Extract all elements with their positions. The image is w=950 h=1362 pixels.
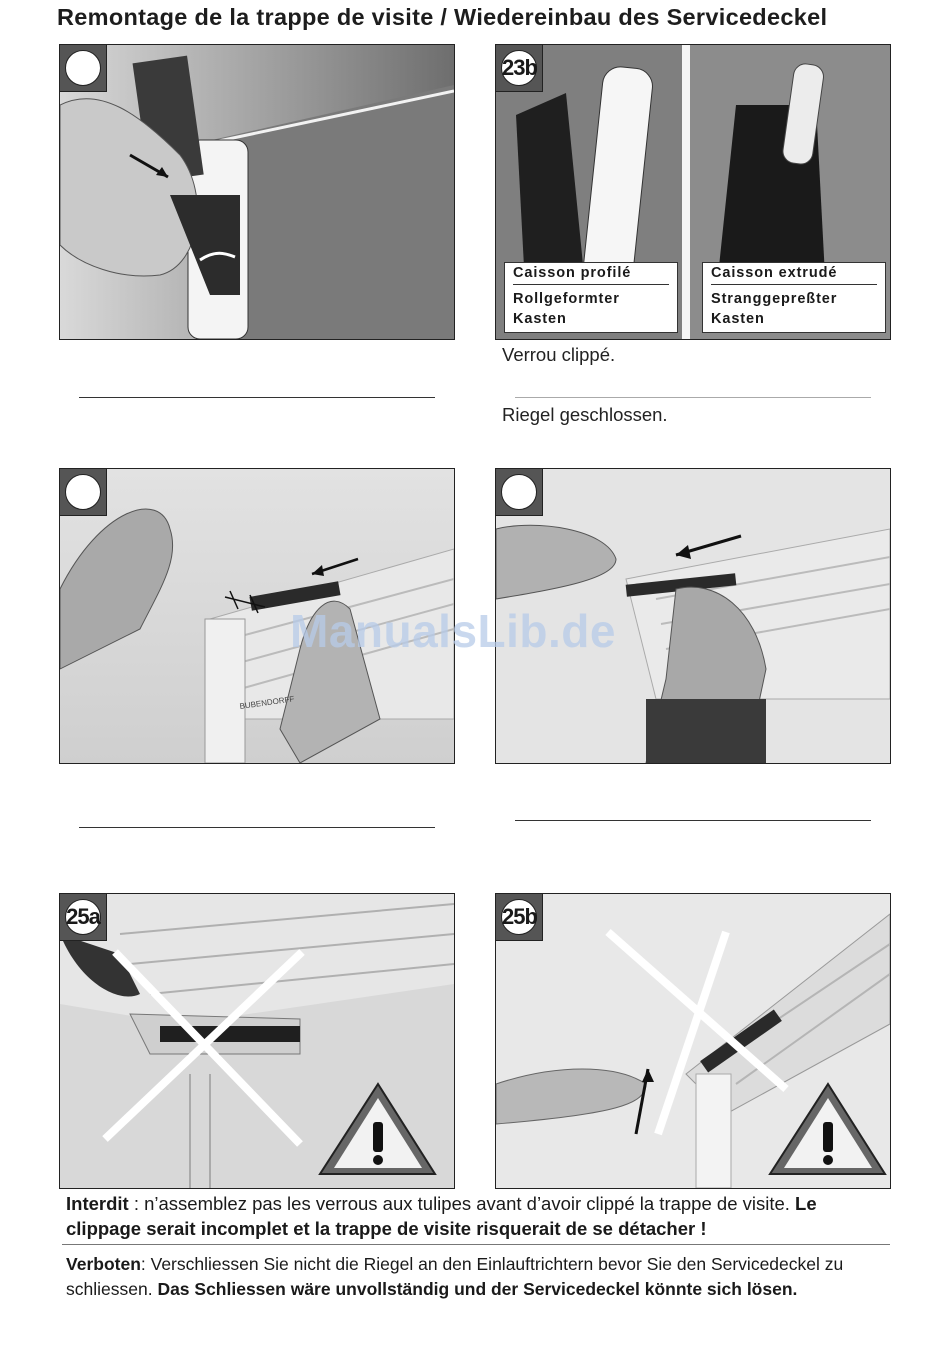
step-badge-23a: [60, 45, 107, 92]
photo-25b-illustration: [496, 894, 890, 1188]
warning-fr-lead: Interdit: [66, 1193, 129, 1214]
step-badge-24a: [60, 469, 107, 516]
watermark: ManualsLib.de: [290, 605, 616, 657]
divider-warning: [62, 1244, 890, 1245]
caption-fr-23b: Verrou clippé.: [502, 344, 616, 365]
brand-text: BUBENDORFF: [239, 694, 295, 711]
divider-23b: [515, 397, 871, 398]
warning-de: [66, 1252, 896, 1302]
warning-fr: [66, 1191, 896, 1241]
photo-25a: [59, 893, 455, 1189]
step-badge-25b: 25b: [496, 894, 543, 941]
blank-line-24b: [515, 820, 871, 821]
warning-fr-text: : n’assemblez pas les verrous aux tulipes avant d’avoir clippé la trappe de visite.: [128, 1193, 796, 1214]
step-badge-23b: 23b: [496, 45, 543, 92]
photo-23b: [495, 44, 891, 340]
photo-25b: [495, 893, 891, 1189]
warning-de-lead: Verboten: [66, 1254, 141, 1274]
photo-23a-illustration: [60, 45, 454, 339]
warning-de-bold: Das Schliessen wäre unvollständig und der Servicedeckel könnte sich lösen.: [157, 1279, 798, 1299]
step-badge-25a: 25a: [60, 894, 107, 941]
caption-box-right: Caisson extrudé Stranggepreßter Kasten: [702, 262, 886, 333]
blank-line-24a: [79, 827, 435, 828]
blank-line-23a: [79, 397, 435, 398]
caption-de-23b: Riegel geschlossen.: [502, 404, 668, 425]
photo-23a: [59, 44, 455, 340]
photo-25a-illustration: [60, 894, 454, 1188]
step-badge-24b: [496, 469, 543, 516]
warning-de-text: : Verschliessen Sie nicht die Riegel an den Einlauftrichtern bevor Sie den Servicedeckel zu schliessen.: [66, 1254, 844, 1299]
caption-box-left: Caisson profilé Rollgeformter Kasten: [504, 262, 678, 333]
warning-fr-bold: Le clippage serait incomplet et la trappe de visite risquerait de se détacher !: [66, 1193, 817, 1239]
page-title: Remontage de la trappe de visite / Wiedereinbau des Servicedeckel: [57, 4, 828, 30]
